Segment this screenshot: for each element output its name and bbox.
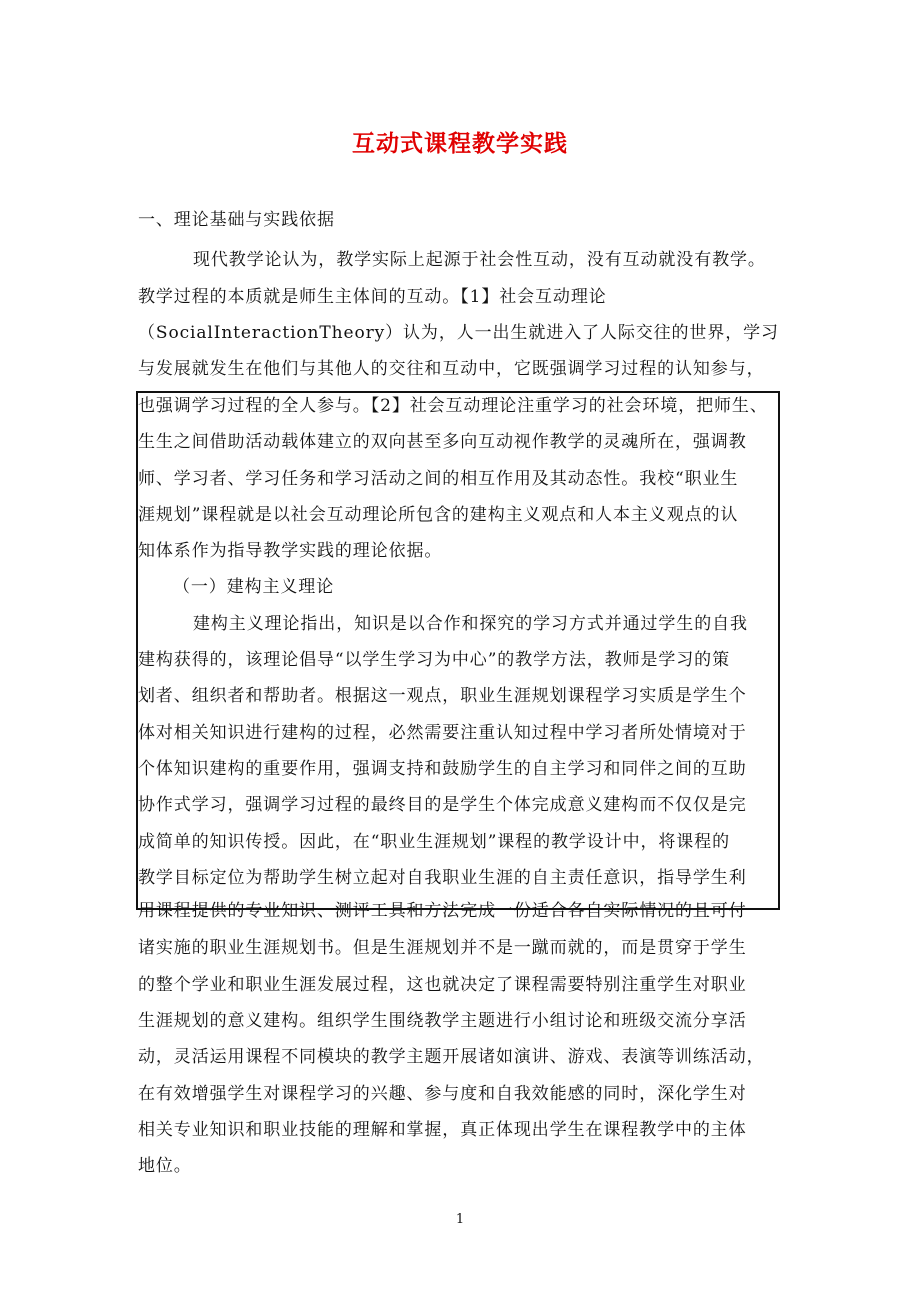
paragraph-line: 建构获得的，该理论倡导“以学生学习为中心”的教学方法，教师是学习的策 [138,650,730,670]
paragraph-line: 师、学习者、学习任务和学习活动之间的相互作用及其动态性。我校“职业生 [138,469,739,489]
paragraph-line: 也强调学习过程的全人参与。【2】社会互动理论注重学习的社会环境，把师生、 [138,396,768,416]
paragraph-line: 成简单的知识传授。因此，在“职业生涯规划”课程的教学设计中，将课程的 [138,832,730,852]
paragraph-line: 生生之间借助活动载体建立的双向甚至多向互动视作教学的灵魂所在，强调教 [138,432,747,452]
paragraph-line: 在有效增强学生对课程学习的兴趣、参与度和自我效能感的同时，深化学生对 [138,1084,747,1104]
paragraph-line: 相关专业知识和职业技能的理解和掌握，真正体现出学生在课程教学中的主体 [138,1120,747,1140]
section-heading: 一、理论基础与实践依据 [138,210,335,230]
page-number: 1 [455,1212,465,1227]
paragraph-line: 的整个学业和职业生涯发展过程，这也就决定了课程需要特别注重学生对职业 [138,975,747,995]
paragraph-line: 教学目标定位为帮助学生树立起对自我职业生涯的自主责任意识，指导学生利 [138,868,747,888]
paragraph-line: 划者、组织者和帮助者。根据这一观点，职业生涯规划课程学习实质是学生个 [138,686,747,706]
page-title: 互动式课程教学实践 [352,130,568,157]
paragraph-line: 知体系作为指导教学实践的理论依据。 [138,541,443,561]
paragraph-line: 协作式学习，强调学习过程的最终目的是学生个体完成意义建构而不仅仅是完 [138,795,747,815]
paragraph-line: 体对相关知识进行建构的过程，必然需要注重认知过程中学习者所处情境对于 [138,723,747,743]
paragraph-line: 现代教学论认为，教学实际上起源于社会性互动，没有互动就没有教学。 [193,250,766,270]
paragraph-line: 动，灵活运用课程不同模块的教学主题开展诸如演讲、游戏、表演等训练活动， [138,1047,765,1067]
paragraph-line: 生涯规划的意义建构。组织学生围绕教学主题进行小组讨论和班级交流分享活 [138,1011,747,1031]
paragraph-line: 与发展就发生在他们与其他人的交往和互动中，它既强调学习过程的认知参与， [138,359,765,379]
paragraph-line: 教学过程的本质就是师生主体间的互动。【1】社会互动理论 [138,287,607,307]
paragraph-line: 建构主义理论指出，知识是以合作和探究的学习方式并通过学生的自我 [193,614,748,634]
paragraph-line: 涯规划”课程就是以社会互动理论所包含的建构主义观点和人本主义观点的认 [138,505,739,525]
subsection-heading: （一）建构主义理论 [173,577,335,597]
paragraph-line: 诸实施的职业生涯规划书。但是生涯规划并不是一蹴而就的，而是贯穿于学生 [138,938,747,958]
paragraph-line: （SocialInteractionTheory）认为，人一出生就进入了人际交往的世界，学习 [138,323,779,343]
paragraph-line: 个体知识建构的重要作用，强调支持和鼓励学生的自主学习和同伴之间的互助 [138,759,747,779]
paragraph-line: 用课程提供的专业知识、测评工具和方法完成一份适合各自实际情况的且可付 [138,901,747,921]
paragraph-line: 地位。 [138,1156,192,1176]
